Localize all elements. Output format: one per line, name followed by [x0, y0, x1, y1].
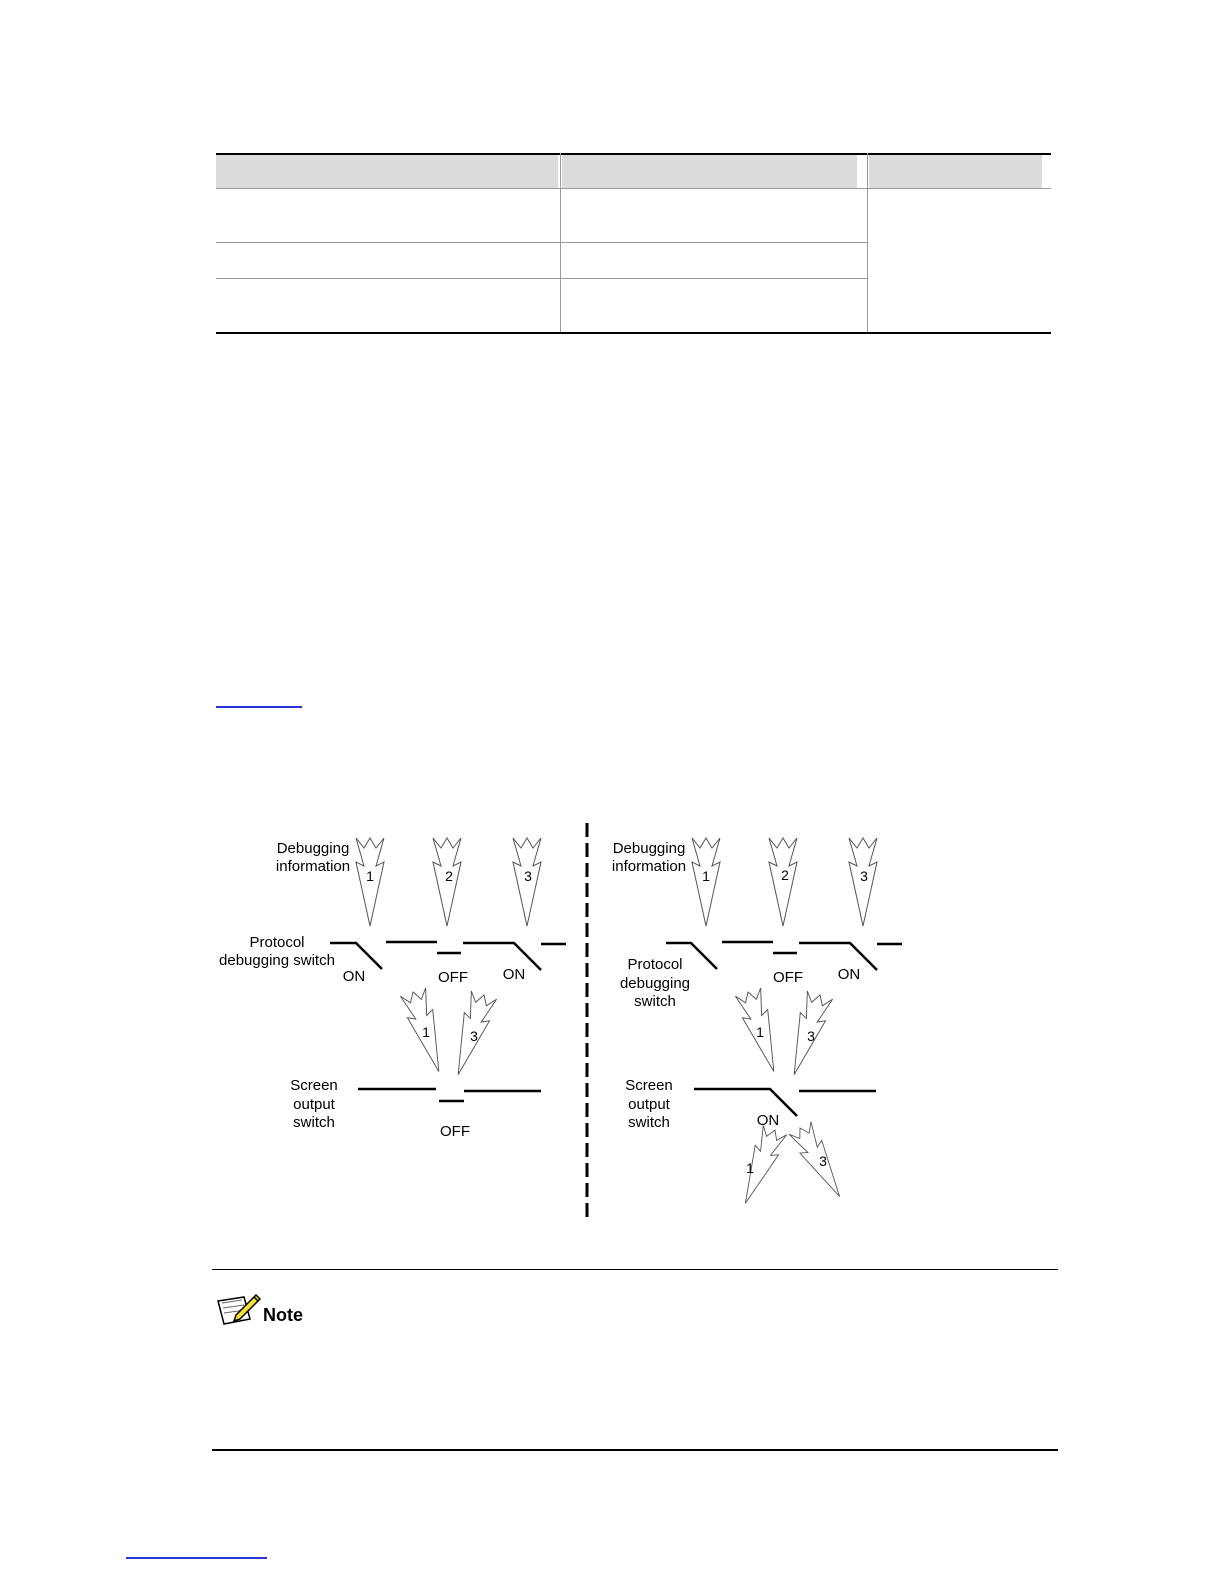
- protocol-switch-label: Protocol: [249, 934, 305, 951]
- switch-state: ON: [837, 966, 861, 983]
- arrow-number: 3: [819, 1153, 827, 1169]
- protocol-switches: [666, 942, 902, 970]
- table-bottom-rule: [216, 332, 1051, 334]
- switch-state: ON: [342, 968, 366, 985]
- table-top-rule: [216, 153, 1051, 155]
- screen-switch-label: switch: [293, 1114, 335, 1131]
- arrow-number: 1: [746, 1160, 754, 1176]
- arrow-number: 1: [756, 1024, 764, 1040]
- switch-state: ON: [502, 966, 526, 983]
- protocol-switch-label: Protocol: [627, 956, 683, 973]
- debug-info-label: information: [611, 858, 687, 875]
- screen-switch: [694, 1089, 876, 1116]
- table-header-cell-1: [216, 154, 558, 188]
- table-row-rule: [216, 278, 867, 279]
- switch-state: OFF: [773, 969, 803, 986]
- table-header-cell-2: [562, 154, 857, 188]
- screen-switch: [358, 1089, 541, 1101]
- parameter-table: [216, 153, 1051, 334]
- table-col-rule: [867, 153, 868, 334]
- arrow-number: 1: [366, 868, 374, 884]
- screen-switch-label: output: [293, 1096, 335, 1113]
- arrow-number: 3: [860, 868, 868, 884]
- arrow-number: 1: [702, 868, 710, 884]
- arrow-number: 3: [807, 1028, 815, 1044]
- switch-state: OFF: [438, 969, 468, 986]
- table-header-cell-3: [869, 154, 1042, 188]
- screen-switch-label: switch: [628, 1114, 670, 1131]
- debugging-switch-diagram: [210, 815, 930, 1225]
- note-top-rule: [212, 1269, 1058, 1270]
- protocol-switches: [330, 942, 566, 970]
- footer-link[interactable]: [126, 1557, 267, 1559]
- figure-reference-link[interactable]: [216, 706, 302, 708]
- table-header-rule: [216, 188, 1051, 189]
- arrow-number: 1: [422, 1024, 430, 1040]
- note-bottom-rule: [212, 1449, 1058, 1451]
- switch-state: OFF: [440, 1123, 470, 1140]
- arrow-number: 2: [445, 868, 453, 884]
- screen-switch-label: output: [628, 1096, 670, 1113]
- note-label: Note: [263, 1305, 303, 1325]
- switch-state: ON: [756, 1112, 780, 1129]
- debug-info-label: Debugging: [612, 840, 686, 857]
- note-pencil-icon: [214, 1291, 262, 1327]
- protocol-switch-label: debugging: [619, 975, 691, 992]
- arrow-number: 3: [524, 868, 532, 884]
- arrow-number: 3: [470, 1028, 478, 1044]
- table-row-rule: [216, 242, 867, 243]
- screen-switch-label: Screen: [290, 1077, 338, 1094]
- protocol-switch-label: switch: [634, 993, 676, 1010]
- arrow-number: 2: [781, 867, 789, 883]
- screen-switch-label: Screen: [625, 1077, 673, 1094]
- table-col-rule: [560, 153, 561, 334]
- debug-info-label: Debugging: [276, 840, 350, 857]
- debug-info-label: information: [275, 858, 351, 875]
- output-arrow: [734, 1125, 787, 1208]
- protocol-switch-label: debugging switch: [219, 952, 335, 969]
